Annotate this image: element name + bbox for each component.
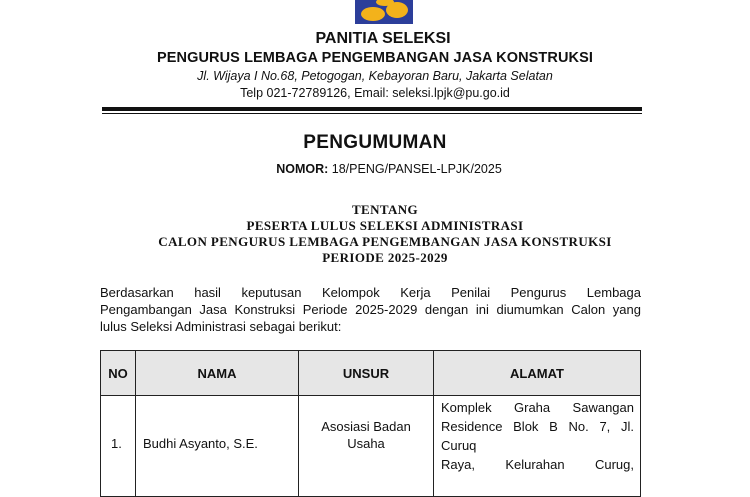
header-nama: NAMA [136, 351, 299, 396]
row-alamat [434, 396, 641, 497]
row-unsur-line2: Usaha [347, 436, 385, 451]
body-line3: lulus Seleksi Administrasi sebagai berikut: [100, 319, 342, 334]
row-alamat-line1: Komplek Graha Sawangan [441, 400, 634, 415]
table-header-row [101, 351, 641, 396]
announcement-about: TENTANG [351, 202, 419, 217]
letterhead-contact: Telp 021-72789126, Email: seleksi.lpjk@pu.go.id [240, 86, 510, 100]
header-unsur: UNSUR [299, 351, 434, 396]
letterhead-title: PANITIA SELEKSI [315, 30, 451, 47]
letterhead-divider-thin [102, 113, 642, 114]
letterhead-organization: PENGURUS LEMBAGA PENGEMBANGAN JASA KONSTRUKSI [156, 50, 594, 66]
header-alamat: ALAMAT [434, 351, 641, 396]
announcement-subject-line1: PESERTA LULUS SELEKSI ADMINISTRASI [246, 218, 524, 233]
body-line2: Pengambangan Jasa Konstruksi Periode 2025-2029 dengan ini diumumkan Calon yang [100, 302, 641, 317]
letterhead-divider-thick [102, 107, 642, 111]
row-alamat-line3: Raya, Kelurahan Curug, [441, 457, 634, 472]
row-unsur-line1: Asosiasi Badan [321, 419, 411, 434]
lpjk-logo [355, 0, 413, 24]
announcement-heading: PENGUMUMAN [303, 132, 447, 153]
announcement-number-value: 18/PENG/PANSEL-LPJK/2025 [331, 162, 502, 176]
row-nama: Budhi Asyanto, S.E. [136, 396, 299, 497]
row-unsur [299, 396, 434, 497]
letterhead-address: Jl. Wijaya I No.68, Petogogan, Kebayoran Baru, Jakarta Selatan [197, 69, 553, 83]
body-paragraph [100, 284, 641, 335]
row-no: 1. [101, 396, 136, 497]
table-row [101, 396, 641, 497]
header-no: NO [101, 351, 136, 396]
row-alamat-line2: Residence Blok B No. 7, Jl. Curuq [441, 419, 634, 453]
participants-table [100, 350, 641, 497]
announcement-subject-line2: CALON PENGURUS LEMBAGA PENGEMBANGAN JASA KONSTRUKSI [158, 234, 612, 249]
announcement-number [0, 162, 750, 176]
body-line1: Berdasarkan hasil keputusan Kelompok Kerja Penilai Pengurus Lembaga [100, 285, 641, 300]
announcement-subject-line3: PERIODE 2025-2029 [322, 250, 448, 265]
announcement-number-label: NOMOR: [276, 162, 329, 176]
